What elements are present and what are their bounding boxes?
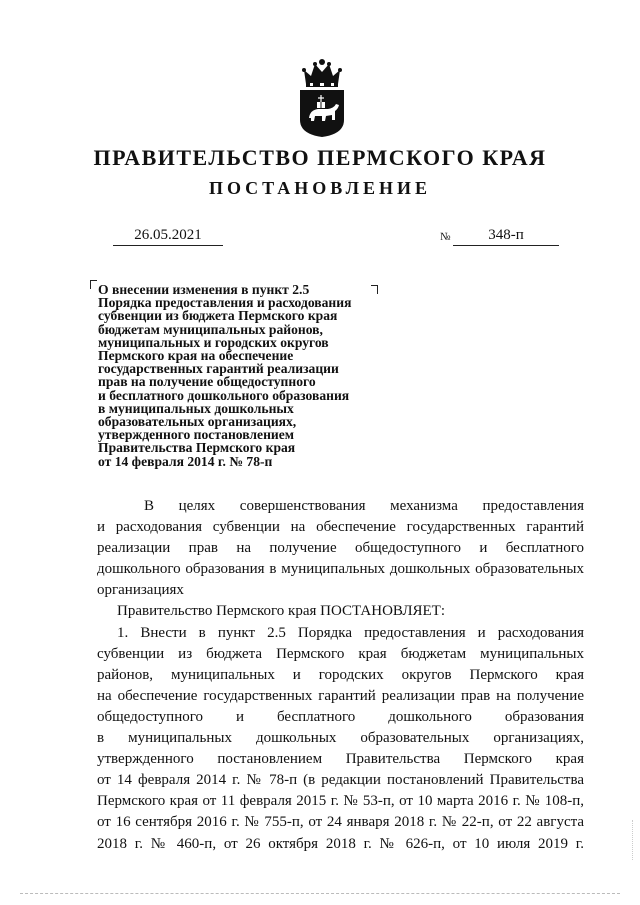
subject-line: образовательных организациях, bbox=[98, 414, 297, 430]
body-line: от 14 февраля 2014 г. № 78-п (в редакции постановлений Правительства bbox=[97, 772, 584, 789]
subject-line: Порядка предоставления и расходования bbox=[98, 295, 352, 311]
body-line: районов, муниципальных и городских округов Пермского края bbox=[97, 666, 584, 683]
body-text bbox=[97, 496, 584, 855]
body-line: на обеспечение государственных гарантий реализации прав на получение bbox=[97, 687, 584, 704]
subject-corner-left bbox=[90, 280, 97, 289]
body-line: субвенции из бюджета Пермского края бюджетам муниципальных bbox=[97, 645, 584, 662]
subject-line: утвержденного постановлением bbox=[98, 427, 295, 443]
body-line: общедоступного и бесплатного дошкольного образования bbox=[97, 708, 584, 725]
body-line: Пермского края от 11 февраля 2015 г. № 53-п, от 10 марта 2016 г. № 108-п, bbox=[97, 793, 584, 810]
subject-line: субвенции из бюджета Пермского края bbox=[98, 308, 338, 324]
subject-line: от 14 февраля 2014 г. № 78-п bbox=[98, 453, 273, 469]
document-number: 348-п bbox=[453, 226, 559, 246]
body-line: организациях bbox=[97, 582, 184, 599]
document-date: 26.05.2021 bbox=[113, 226, 223, 246]
number-label: № bbox=[440, 231, 451, 243]
subject-line: прав на получение общедоступного bbox=[98, 374, 316, 390]
org-title: ПРАВИТЕЛЬСТВО ПЕРМСКОГО КРАЯ bbox=[93, 145, 547, 170]
subject-line: государственных гарантий реализации bbox=[98, 361, 339, 377]
subject-line: О внесении изменения в пункт 2.5 bbox=[98, 282, 310, 297]
subject-block bbox=[98, 283, 398, 468]
subject-line: в муниципальных дошкольных bbox=[98, 400, 294, 416]
body-line: В целях совершенствования механизма предоставления bbox=[144, 498, 584, 514]
body-line: 2018 г. № 460-п, от 26 октября 2018 г. № 626-п, от 10 июля 2019 г. bbox=[97, 835, 584, 852]
body-line: и расходования субвенции на обеспечение государственных гарантий bbox=[97, 519, 584, 536]
body-line: 1. Внести в пункт 2.5 Порядка предоставления и расходования bbox=[117, 624, 584, 641]
page-bottom-edge bbox=[20, 893, 620, 894]
body-line: от 16 сентября 2016 г. № 755-п, от 24 января 2018 г. № 22-п, от 22 августа bbox=[97, 814, 584, 831]
subject-line: и бесплатного дошкольного образования bbox=[98, 387, 350, 403]
body-line: утвержденного постановлением Правительства Пермского края bbox=[97, 751, 584, 768]
subject-line: бюджетам муниципальных районов, bbox=[98, 321, 323, 337]
scan-margin-mark bbox=[632, 820, 635, 860]
subject-line: Пермского края на обеспечение bbox=[98, 348, 294, 364]
body-line: реализации прав на получение общедоступного и бесплатного bbox=[97, 540, 584, 557]
subject-line: муниципальных и городских округов bbox=[98, 334, 329, 350]
body-line: в муниципальных дошкольных образовательных организациях, bbox=[97, 730, 584, 747]
perm-krai-coat-of-arms-icon bbox=[296, 58, 348, 138]
body-line: Правительство Пермского края ПОСТАНОВЛЯЕТ: bbox=[117, 603, 446, 620]
body-line: дошкольного образования в муниципальных дошкольных образовательных bbox=[97, 561, 584, 578]
subject-line: Правительства Пермского края bbox=[98, 440, 296, 456]
document-type: ПОСТАНОВЛЕНИЕ bbox=[208, 178, 432, 198]
